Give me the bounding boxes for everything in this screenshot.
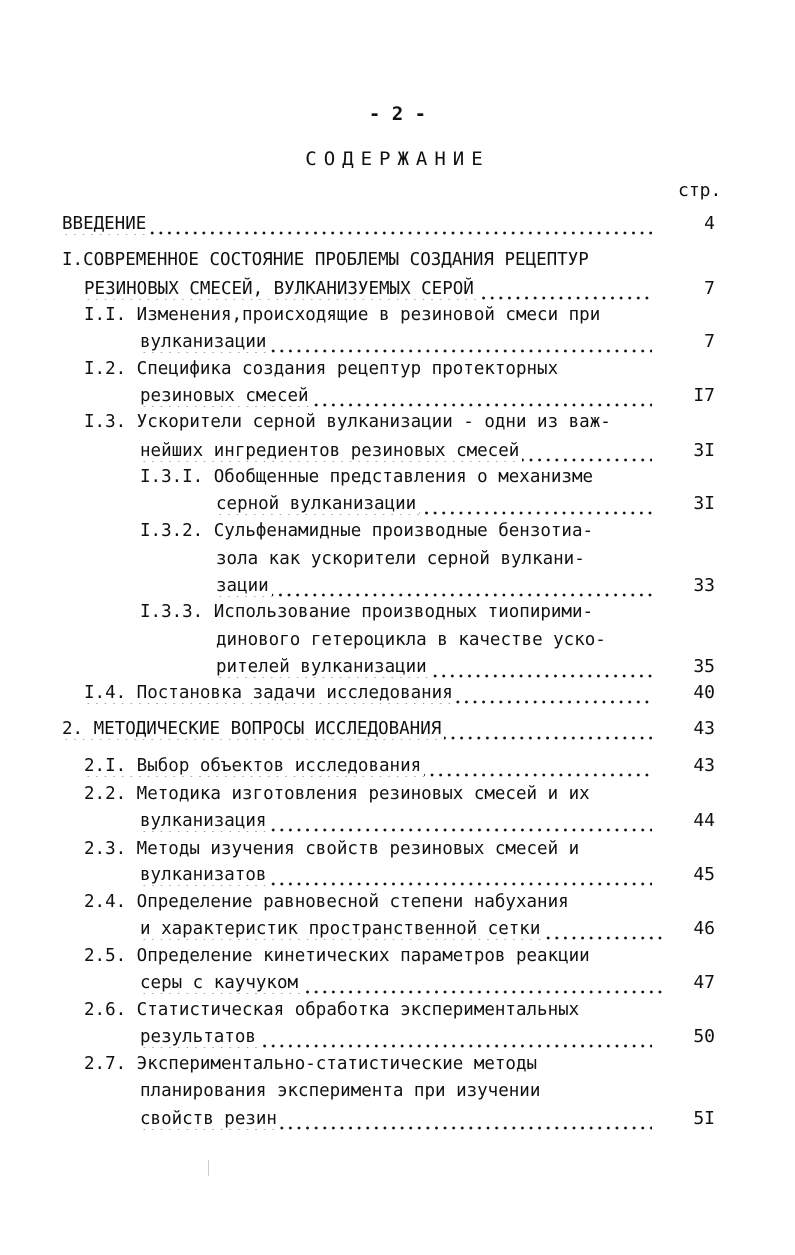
toc-entry-text: I.3. Ускорители серной вулканизации - одни из важ-: [84, 412, 614, 432]
toc-entry-line: [216, 654, 652, 680]
toc-entry-line: [84, 753, 652, 779]
toc-entry-line: [84, 680, 652, 706]
toc-entry-line: [216, 573, 652, 599]
toc-entry-line: [216, 546, 660, 572]
toc-entry-text: зации: [216, 576, 272, 596]
toc-entry-text: динового гетероцикла в качестве уско-: [216, 630, 609, 650]
toc-entry-text: 2.I. Выбор объектов исследования: [84, 756, 424, 776]
toc-entry-line: [140, 970, 665, 996]
toc-entry-line: [62, 211, 652, 237]
toc-entry-text: I.СОВРЕМЕННОЕ СОСТОЯНИЕ ПРОБЛЕМЫ СОЗДАНИЯ РЕЦЕПТУР: [62, 250, 592, 270]
toc-entry-line: [84, 276, 652, 302]
toc-entry-line: [84, 356, 660, 382]
toc-entry-text: планирования эксперимента при изучении: [140, 1081, 543, 1101]
toc-page-number: 4: [704, 213, 715, 234]
toc-entry-text: серы с каучуком: [140, 973, 301, 993]
scan-mark: [208, 1160, 209, 1176]
toc-page-number: 5I: [693, 1108, 715, 1129]
toc-entry-text: I.3.3. Использование производных тиопирими-: [140, 602, 596, 622]
toc-entry-text: I.3.I. Обобщенные представления о механизме: [140, 467, 596, 487]
toc-entry-text: вулканизация: [140, 811, 269, 831]
toc-page-number: 3I: [693, 440, 715, 461]
toc-page-number: 7: [704, 278, 715, 299]
toc-entry-text: нейших ингредиентов резиновых смесей: [140, 441, 522, 461]
toc-entry-line: [140, 383, 652, 409]
toc-entry-line: [84, 889, 660, 915]
toc-page-number: 3I: [693, 493, 715, 514]
toc-entry-line: [84, 302, 660, 328]
toc-page-number: I7: [693, 385, 715, 406]
toc-page-number: 47: [693, 972, 715, 993]
page-number: - 2 -: [368, 103, 427, 125]
toc-entry-text: рителей вулканизации: [216, 657, 430, 677]
toc-entry-line: [62, 247, 660, 273]
toc-page-number: 43: [693, 755, 715, 776]
toc-entry-line: [84, 781, 660, 807]
toc-entry-line: [140, 518, 660, 544]
toc-entry-line: [140, 1078, 660, 1104]
toc-entry-text: 2.5. Определение кинетических параметров реакции: [84, 946, 593, 966]
toc-entry-text: РЕЗИНОВЫХ СМЕСЕЙ, ВУЛКАНИЗУЕМЫХ СЕРОЙ: [84, 279, 477, 299]
toc-page-number: 45: [693, 864, 715, 885]
toc-page-number: 40: [693, 682, 715, 703]
toc-entry-line: [140, 1106, 652, 1132]
toc-entry-text: свойств резин: [140, 1109, 280, 1129]
toc-entry-line: [140, 1024, 652, 1050]
toc-page-number: 43: [693, 718, 715, 739]
toc-entry-line: [84, 836, 660, 862]
toc-entry-text: 2.4. Определение равновесной степени набухания: [84, 892, 572, 912]
toc-page-number: 7: [704, 331, 715, 352]
toc-entry-text: вулканизатов: [140, 865, 269, 885]
toc-entry-text: I.4. Постановка задачи исследования: [84, 683, 456, 703]
toc-entry-line: [216, 491, 652, 517]
toc-entry-line: [140, 916, 665, 942]
toc-entry-text: зола как ускорители серной вулкани-: [216, 549, 588, 569]
toc-entry-line: [140, 599, 660, 625]
toc-entry-line: [84, 943, 660, 969]
toc-entry-text: резиновых смесей: [140, 386, 312, 406]
toc-entry-line: [140, 862, 652, 888]
toc-entry-line: [140, 438, 652, 464]
toc-entry-text: серной вулканизации: [216, 494, 419, 514]
toc-entry-text: 2. МЕТОДИЧЕСКИЕ ВОПРОСЫ ИССЛЕДОВАНИЯ: [62, 719, 444, 739]
toc-entry-line: [84, 997, 660, 1023]
toc-page-number: 35: [693, 656, 715, 677]
toc-entry-text: вулканизации: [140, 332, 269, 352]
toc-page-number: 50: [693, 1026, 715, 1047]
toc-entry-text: I.2. Специфика создания рецептур протекторных: [84, 359, 561, 379]
toc-entry-text: I.I. Изменения,происходящие в резиновой смеси при: [84, 305, 603, 325]
toc-entry-line: [216, 627, 660, 653]
toc-entry-text: 2.6. Статистическая обработка экспериментальных: [84, 1000, 582, 1020]
toc-entry-text: ВВЕДЕНИЕ: [62, 214, 149, 234]
toc-entry-text: результатов: [140, 1027, 259, 1047]
toc-entry-line: [140, 329, 652, 355]
toc-entry-line: [84, 409, 660, 435]
toc-entry-line: [140, 808, 652, 834]
page-title: СОДЕРЖАНИЕ: [305, 148, 490, 170]
toc-entry-line: [140, 464, 660, 490]
toc-entry-text: 2.3. Методы изучения свойств резиновых смесей и: [84, 839, 582, 859]
toc-entry-text: 2.2. Методика изготовления резиновых смесей и их: [84, 784, 593, 804]
toc-entry-line: [84, 1051, 660, 1077]
page-column-label: стр.: [678, 180, 722, 201]
toc-page-number: 46: [693, 918, 715, 939]
toc-entry-text: I.3.2. Сульфенамидные производные бензотиа-: [140, 521, 596, 541]
toc-entry-text: и характеристик пространственной сетки: [140, 919, 543, 939]
toc-page-number: 33: [693, 575, 715, 596]
toc-entry-text: 2.7. Экспериментально-статистические методы: [84, 1054, 540, 1074]
toc-entry-line: [62, 716, 652, 742]
toc-page-number: 44: [693, 810, 715, 831]
